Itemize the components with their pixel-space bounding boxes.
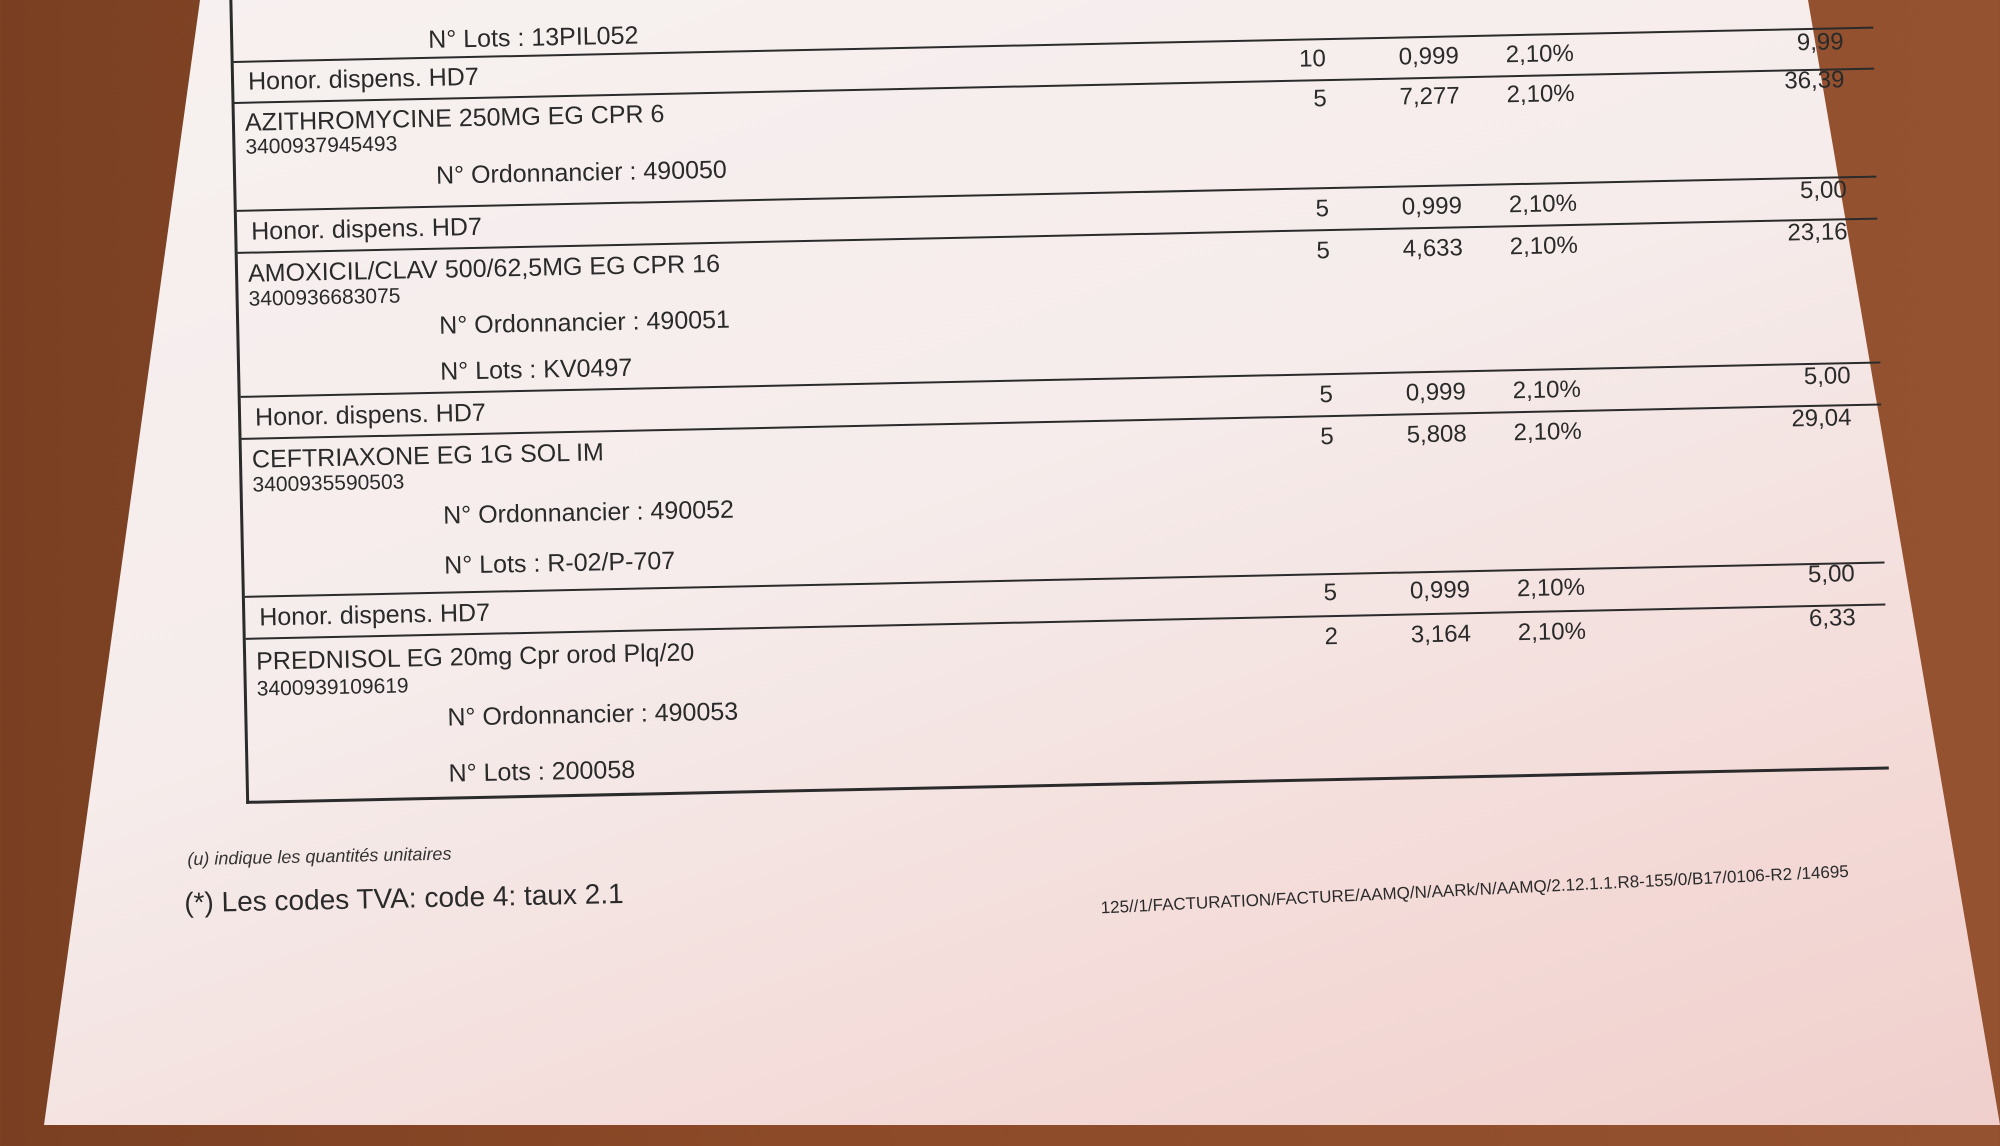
row-divider — [234, 68, 1874, 104]
item-name: AZITHROMYCINE 250MG EG CPR 6 — [244, 99, 665, 137]
item-name: AMOXICIL/CLAV 500/62,5MG EG CPR 16 — [247, 249, 721, 288]
invoice-line-table — [229, 0, 1889, 804]
item-quantity: 5 — [1316, 237, 1331, 265]
item-code: 3400937945493 — [245, 132, 398, 159]
item-unit-price: 7,277 — [1399, 82, 1460, 111]
item-total: 6,33 — [1808, 604, 1856, 633]
item-total: 36,39 — [1784, 66, 1845, 95]
item-unit-price: 5,808 — [1406, 420, 1467, 449]
ordonnancier-number: N° Ordonnancier : 490051 — [438, 305, 731, 340]
lot-number: N° Lots : KV0497 — [439, 353, 633, 386]
fee-label: Honor. dispens. HD7 — [254, 398, 487, 432]
fee-total: 9,99 — [1796, 28, 1844, 57]
row-divider — [246, 603, 1886, 639]
lot-number: N° Lots : 13PIL052 — [427, 21, 639, 54]
fee-label: Honor. dispens. HD7 — [250, 212, 483, 246]
lot-number: N° Lots : 200058 — [448, 755, 636, 788]
item-vat-rate: 2,10% — [1517, 617, 1587, 647]
fee-total: 5,00 — [1803, 362, 1851, 391]
fee-quantity: 5 — [1319, 381, 1334, 409]
fee-label: Honor. dispens. HD7 — [259, 598, 491, 632]
fee-quantity: 5 — [1323, 578, 1338, 607]
item-unit-price: 3,164 — [1410, 620, 1472, 649]
fee-vat-rate: 2,10% — [1508, 189, 1578, 219]
item-quantity: 2 — [1324, 622, 1339, 651]
fee-vat-rate: 2,10% — [1505, 39, 1575, 69]
ordonnancier-number: N° Ordonnancier : 490050 — [435, 155, 728, 190]
item-name: CEFTRIAXONE EG 1G SOL IM — [251, 438, 605, 474]
ordonnancier-number: N° Ordonnancier : 490053 — [447, 697, 739, 732]
item-quantity: 5 — [1320, 422, 1335, 451]
fee-vat-rate: 2,10% — [1512, 375, 1582, 405]
document-reference-code: 125//1/FACTURATION/FACTURE/AAMQ/N/AARk/N/AAMQ/2.12.1.1.R8-155/0/B17/0106-R2 /14695 — [1100, 861, 1850, 918]
item-vat-rate: 2,10% — [1509, 231, 1579, 261]
vat-codes-note: (*) Les codes TVA: code 4: taux 2.1 — [183, 877, 624, 919]
fee-unit-price: 0,999 — [1401, 192, 1463, 221]
unit-quantity-note: (u) indique les quantités unitaires — [187, 843, 452, 870]
fee-quantity: 10 — [1298, 45, 1327, 73]
item-code: 3400936683075 — [248, 284, 401, 311]
fee-total: 5,00 — [1799, 176, 1847, 205]
item-quantity: 5 — [1313, 85, 1327, 113]
item-code: 3400939109619 — [256, 674, 409, 701]
item-unit-price: 4,633 — [1402, 234, 1464, 263]
lot-number: N° Lots : R-02/P-707 — [443, 546, 676, 580]
fee-unit-price: 0,999 — [1409, 576, 1471, 605]
fee-vat-rate: 2,10% — [1516, 573, 1586, 603]
ordonnancier-number: N° Ordonnancier : 490052 — [442, 495, 735, 530]
row-divider — [238, 218, 1878, 254]
item-total: 29,04 — [1791, 404, 1852, 433]
fee-total: 5,00 — [1807, 560, 1856, 589]
fee-quantity: 5 — [1315, 195, 1330, 223]
fee-unit-price: 0,999 — [1398, 42, 1460, 71]
fee-label: Honor. dispens. HD7 — [247, 62, 480, 96]
item-vat-rate: 2,10% — [1513, 417, 1582, 447]
row-divider — [242, 404, 1882, 440]
fee-unit-price: 0,999 — [1405, 378, 1467, 407]
item-name: PREDNISOL EG 20mg Cpr orod Plq/20 — [255, 638, 695, 676]
item-total: 23,16 — [1787, 218, 1848, 247]
item-vat-rate: 2,10% — [1506, 79, 1575, 109]
item-code: 3400935590503 — [252, 470, 405, 497]
